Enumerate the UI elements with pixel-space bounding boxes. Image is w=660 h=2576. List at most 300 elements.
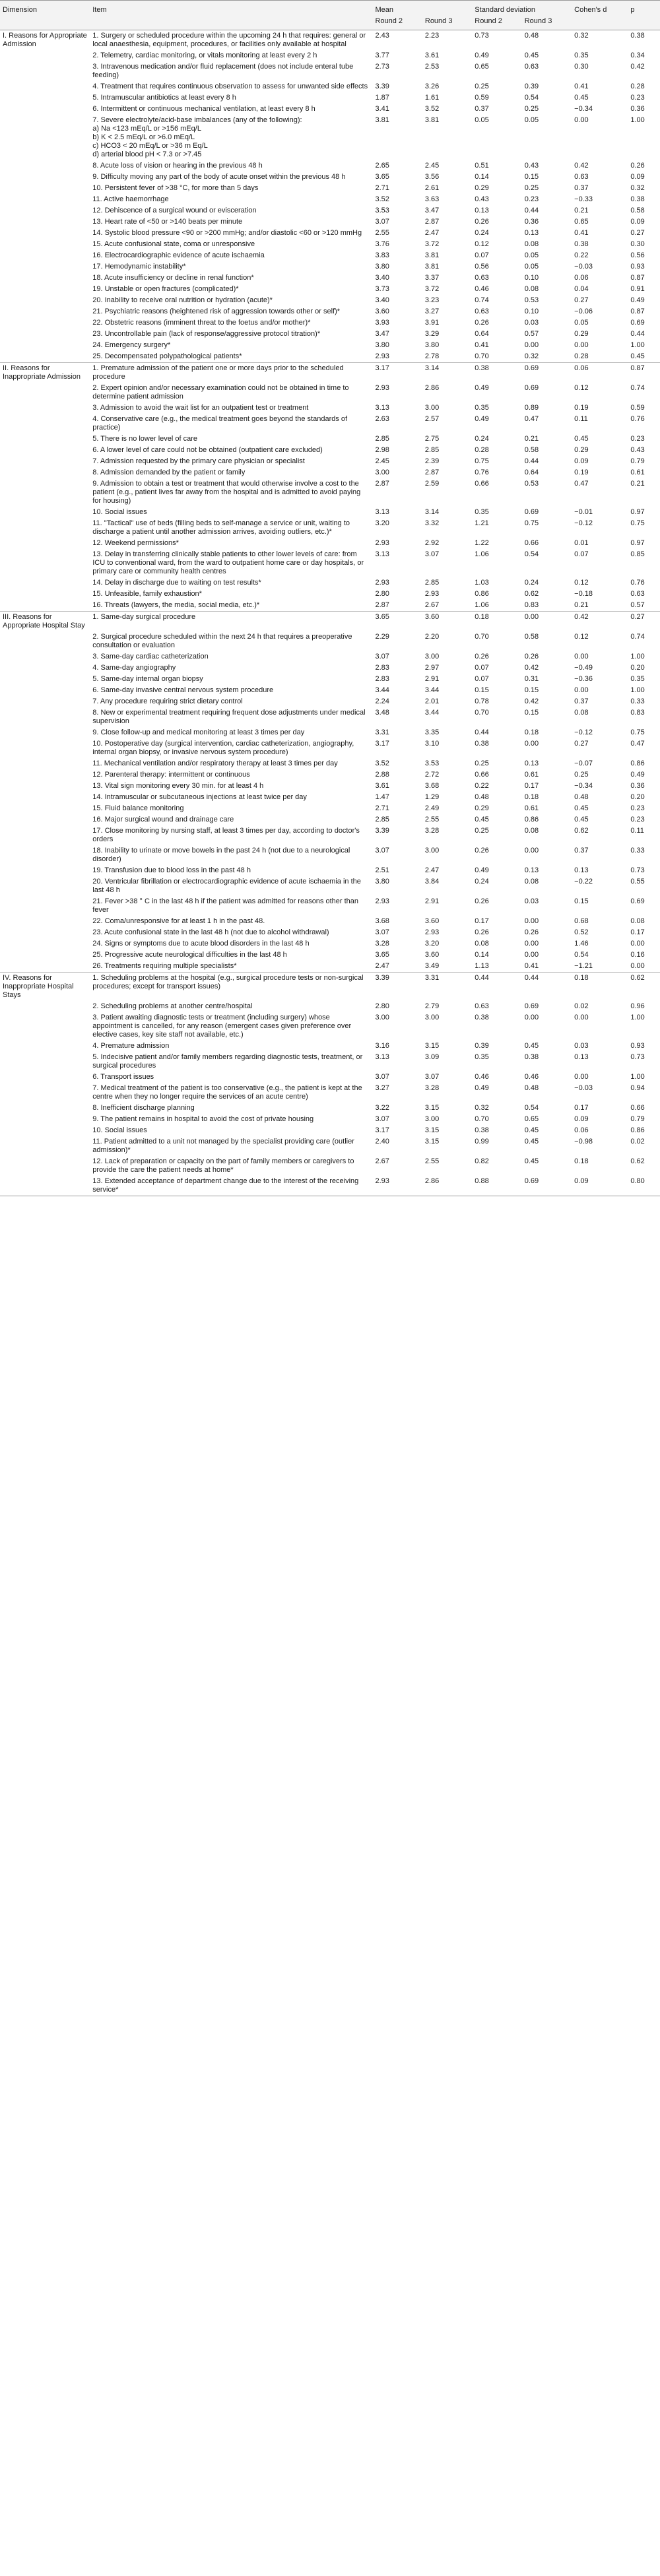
table-row [0,1012,660,1041]
dimension-cell [0,916,90,927]
p-value: 0.33 [630,847,645,854]
mean-round3: 2.97 [424,664,440,672]
table-row [0,631,660,651]
sd-round3: 0.54 [524,1104,539,1112]
item-text: 18. Inability to urinate or move bowels in the past 24 h (not due to a neurological disorder) [92,847,350,863]
mean-round3: 3.15 [424,1126,440,1134]
sd-round3: 0.25 [524,105,539,113]
cohens-d: 0.30 [574,63,589,71]
dimension-cell [0,414,90,434]
item-text: 21. Fever >38 ° C in the last 48 h if the patient was admitted for reasons other than fever [92,897,359,914]
mean-round3: 2.55 [424,1157,440,1165]
mean-round2: 3.27 [375,1084,389,1092]
item-text: 15. Acute confusional state, coma or unresponsive [92,240,255,248]
table-row [0,651,660,662]
sd-round3: 0.08 [524,878,539,886]
item-text: 2. Expert opinion and/or necessary examination could not be obtained in time to determine patient admission [92,384,349,401]
p-value: 0.23 [630,435,645,443]
mean-round3: 2.93 [424,590,440,598]
dimension-cell [0,758,90,769]
cohens-d: 0.42 [572,612,628,632]
item-text: 19. Unstable or open fractures (complicated)* [92,285,239,293]
item-text: 14. Intramuscular or subcutaneous injections at least twice per day [92,793,307,801]
sd-round2: 0.29 [475,804,489,812]
sd-round2: 0.70 [475,352,489,360]
sd-round3: 0.13 [524,229,539,237]
dimension-label: IV. Reasons for Inappropriate Hospital Stays [0,973,90,1002]
p-value: 0.96 [630,1002,645,1010]
table-row [0,973,660,1002]
dimension-cell [0,317,90,329]
p-value: 0.00 [630,962,645,970]
sd-round3: 0.00 [524,1014,539,1021]
dimension-cell [0,445,90,456]
mean-round3: 2.39 [424,457,440,465]
mean-round2: 2.29 [375,633,389,641]
mean-round3: 3.91 [424,319,440,327]
dimension-cell [0,467,90,478]
sd-round3: 0.45 [524,1138,539,1145]
dimension-cell [0,589,90,600]
p-value: 0.23 [630,816,645,823]
p-value: 0.59 [630,404,645,412]
sd-round3: 0.00 [524,847,539,854]
table-row [0,115,660,160]
sd-round3: 0.89 [524,404,539,412]
mean-round3: 3.44 [424,709,440,717]
cohens-d: 0.01 [574,539,589,547]
cohens-d: 0.00 [574,116,589,124]
cohens-d: 0.41 [574,82,589,90]
mean-round2: 2.88 [375,771,389,779]
dimension-cell [0,1083,90,1103]
sd-round2: 0.63 [475,307,489,315]
cohens-d: 0.12 [574,579,589,587]
mean-round2: 3.68 [375,917,389,925]
item-text: 14. Systolic blood pressure <90 or >200 mmHg; and/or diastolic <60 or >120 mmHg [92,229,362,237]
p-value: 0.91 [630,285,645,293]
sd-round2: 0.39 [475,1042,489,1050]
mean-round2: 3.00 [375,468,389,476]
p-value: 0.93 [630,1042,645,1050]
p-value: 0.55 [630,878,645,886]
dimension-cell [0,662,90,674]
sd-round3: 0.21 [524,435,539,443]
dimension-cell [0,92,90,104]
mean-round2: 2.93 [375,897,389,905]
table-row [0,1125,660,1136]
sd-round2: 0.49 [475,415,489,423]
sd-round2: 0.08 [475,940,489,948]
table-body [0,30,660,1196]
dimension-cell [0,961,90,973]
p-value: 0.76 [630,579,645,587]
sd-round2: 0.66 [475,480,489,488]
table-row [0,950,660,961]
mean-round3: 3.81 [424,251,440,259]
sd-round2: 0.73 [475,32,489,40]
mean-round2: 3.77 [375,51,389,59]
dimension-cell [0,1041,90,1052]
item-text: 8. Acute loss of vision or hearing in the previous 48 h [92,162,263,170]
item-text: 23. Acute confusional state in the last 48 h (not due to alcohol withdrawal) [92,928,329,936]
mean-round3: 3.52 [424,105,440,113]
mean-round2: 2.51 [375,866,389,874]
mean-round2: 2.55 [375,229,389,237]
sd-round3: 0.00 [524,740,539,748]
sd-round2: 0.07 [475,675,489,683]
mean-round3: 3.81 [424,116,440,124]
item-text: 6. Same-day invasive central nervous system procedure [92,686,274,694]
item-text: 14. Delay in discharge due to waiting on test results* [92,579,261,587]
dimension-cell [0,284,90,295]
sd-round2: 0.17 [475,917,489,925]
cohens-d: −0.34 [574,782,593,790]
item-text: 9. Close follow-up and medical monitoring at least 3 times per day [92,728,305,736]
mean-round3: 2.47 [424,866,440,874]
mean-round3: 2.72 [424,771,440,779]
table-row [0,329,660,340]
mean-round3: 3.10 [424,740,440,748]
cohens-d: 0.68 [574,917,589,925]
mean-round3: 2.78 [424,352,440,360]
sd-round3: 0.63 [524,63,539,71]
item-text: 13. Extended acceptance of department change due to the interest of the receiving service* [90,1176,372,1196]
item-text: 13. Heart rate of <50 or >140 beats per minute [92,218,243,226]
sd-round3: 0.57 [524,330,539,338]
mean-round3: 2.49 [424,804,440,812]
sd-round3: 0.69 [522,363,572,383]
header-p: p [628,1,660,16]
cohens-d: 0.29 [574,330,589,338]
sd-round2: 0.66 [475,771,489,779]
table-row [0,577,660,589]
cohens-d: 0.29 [574,446,589,454]
mean-round2: 3.65 [372,612,422,632]
dimension-label: I. Reasons for Appropriate Admission [3,32,87,48]
header-dimension: Dimension [0,1,90,16]
mean-round3: 3.53 [424,759,440,767]
sd-round3: 0.10 [524,274,539,282]
cohens-d: −0.06 [574,307,593,315]
cohens-d: 0.04 [574,285,589,293]
item-text: 16. Major surgical wound and drainage care [92,816,234,823]
mean-round3: 3.29 [424,330,440,338]
table-row [0,61,660,81]
mean-round3: 2.86 [422,1176,472,1196]
table-row [0,792,660,803]
sd-round2: 0.88 [472,1176,521,1196]
table-row [0,961,660,973]
sd-round3: 0.36 [524,218,539,226]
sd-round3: 0.25 [524,184,539,192]
header-mean-round2: Round 2 [372,16,422,30]
sd-round3: 0.61 [524,804,539,812]
mean-round2: 2.85 [375,435,389,443]
mean-round3: 2.91 [424,675,440,683]
mean-round3: 2.57 [424,415,440,423]
cohens-d: −0.49 [574,664,593,672]
sd-round3: 0.08 [524,827,539,835]
p-value: 0.30 [630,240,645,248]
p-value: 0.62 [630,1157,645,1165]
p-value: 0.27 [630,229,645,237]
sd-round2: 0.13 [475,207,489,214]
table-row [0,549,660,577]
p-value: 0.80 [628,1176,660,1196]
p-value: 0.79 [630,457,645,465]
mean-round2: 3.16 [375,1042,389,1050]
sd-round3: 0.58 [524,446,539,454]
sd-round2: 0.65 [475,63,489,71]
mean-round3: 3.07 [424,1073,440,1081]
item-text: 17. Hemodynamic instability* [92,263,186,271]
sd-round2: 0.70 [475,633,489,641]
sd-round3: 0.62 [524,590,539,598]
table-row [0,612,660,632]
dimension-cell [0,549,90,577]
mean-round2: 3.41 [375,105,389,113]
dimension-cell [0,738,90,758]
mean-round2: 2.24 [375,697,389,705]
mean-round2: 3.17 [372,363,422,383]
dimension-cell [0,674,90,685]
item-text: 20. Ventricular fibrillation or electrocardiographic evidence of acute ischaemia in the last 48 h [92,878,361,894]
p-value: 0.35 [630,675,645,683]
table-row [0,363,660,383]
mean-round3: 3.44 [424,686,440,694]
dimension-cell [0,577,90,589]
sd-round2: 0.38 [472,363,521,383]
item-text: 8. Admission demanded by the patient or family [92,468,246,476]
table-row [0,589,660,600]
dimension-cell [0,1001,90,1012]
mean-round2: 3.93 [375,319,389,327]
item-text: 4. Premature admission [92,1042,170,1050]
mean-round3: 3.32 [424,519,440,527]
dimension-cell [0,1012,90,1041]
sd-round2: 0.49 [475,384,489,392]
sd-round2: 0.24 [475,229,489,237]
mean-round3: 2.59 [424,480,440,488]
sd-round2: 1.22 [475,539,489,547]
dimension-cell [0,81,90,92]
cohens-d: 0.00 [574,1073,589,1081]
item-text: 16. Electrocardiographic evidence of acute ischaemia [92,251,265,259]
mean-round3: 2.67 [424,601,440,609]
p-value: 1.00 [630,1014,645,1021]
sd-round2: 1.13 [475,962,489,970]
dimension-cell [0,814,90,825]
p-value: 0.76 [630,415,645,423]
dimension-cell [0,50,90,61]
table-row [0,467,660,478]
dimension-cell [0,1156,90,1176]
sd-round2: 0.26 [475,847,489,854]
p-value: 0.86 [630,759,645,767]
p-value: 0.63 [630,590,645,598]
dimension-cell [0,518,90,538]
dimension-cell [0,781,90,792]
item-text: 5. There is no lower level of care [92,435,198,443]
item-text: 11. Active haemorrhage [92,195,169,203]
table-row [0,160,660,172]
mean-round2: 2.87 [375,480,389,488]
dimension-cell [0,115,90,160]
mean-round3: 3.60 [424,951,440,959]
dimension-cell [0,538,90,549]
sd-round2: 0.15 [475,686,489,694]
header-sd-round2: Round 2 [472,16,521,30]
cohens-d: 1.46 [574,940,589,948]
sd-round3: 0.38 [524,1053,539,1061]
dimension-cell [0,478,90,507]
item-text: 13. Vital sign monitoring every 30 min. for at least 4 h [92,782,264,790]
sd-round2: 1.06 [475,550,489,558]
cohens-d: 0.41 [574,229,589,237]
dimension-cell [0,1103,90,1114]
cohens-d: 0.00 [574,1014,589,1021]
mean-round2: 2.73 [375,63,389,71]
item-text: 24. Signs or symptoms due to acute blood disorders in the last 48 h [92,940,310,948]
mean-round2: 2.93 [375,539,389,547]
item-text: 11. Patient admitted to a unit not managed by the specialist providing care (outlier admission)* [92,1138,354,1154]
table-row [0,916,660,927]
table-row [0,261,660,273]
table-row [0,781,660,792]
cohens-d: 0.06 [574,1126,589,1134]
dimension-cell [0,306,90,317]
item-text: 5. Intramuscular antibiotics at least every 8 h [92,94,236,102]
sd-round2: 1.21 [475,519,489,527]
cohens-d: 0.05 [574,319,589,327]
item-text: 1. Surgery or scheduled procedure within the upcoming 24 h that requires: general or local anaesthesia, equipment, procedures, or facilities only available at hospital [92,32,366,48]
item-text: 5. Indecisive patient and/or family members regarding diagnostic tests, treatment, or surgical procedures [92,1053,363,1070]
sd-round3: 0.03 [524,319,539,327]
sd-round2: 0.14 [475,951,489,959]
sd-round3: 0.03 [524,897,539,905]
mean-round3: 2.01 [424,697,440,705]
mean-round3: 2.75 [424,435,440,443]
p-value: 0.20 [630,793,645,801]
sd-round3: 0.44 [524,207,539,214]
mean-round3: 1.29 [424,793,440,801]
sd-round2: 0.38 [475,1126,489,1134]
table-row [0,228,660,239]
dimension-cell [0,1125,90,1136]
table-row [0,938,660,950]
header-mean-round3: Round 3 [422,16,472,30]
mean-round3: 3.15 [424,1138,440,1145]
mean-round2: 3.52 [375,759,389,767]
item-text: 12. Lack of preparation or capacity on the part of family members or caregivers to provide the care the patient needs at home* [92,1157,354,1174]
mean-round2: 3.60 [375,307,389,315]
item-text: 10. Persistent fever of >38 °C, for more than 5 days [92,184,259,192]
sd-round2: 0.49 [475,866,489,874]
sd-round3: 0.58 [524,633,539,641]
cohens-d: 0.19 [574,468,589,476]
table-row [0,478,660,507]
mean-round3: 3.60 [424,917,440,925]
mean-round2: 3.80 [375,341,389,349]
table-row [0,727,660,738]
mean-round2: 3.65 [375,951,389,959]
sd-round3: 0.53 [524,480,539,488]
dimension-cell [0,194,90,205]
sd-round2: 0.48 [475,793,489,801]
table-row [0,456,660,467]
dimension-cell [0,896,90,916]
cohens-d: 0.25 [574,771,589,779]
dimension-cell [0,507,90,518]
table-row [0,1001,660,1012]
p-value: 0.49 [630,296,645,304]
dimension-cell [0,261,90,273]
sd-round2: 0.35 [475,508,489,516]
item-text: 2. Scheduling problems at another centre/hospital [92,1002,253,1010]
sd-round3: 0.39 [524,82,539,90]
p-value: 0.69 [630,897,645,905]
table-row [0,445,660,456]
sd-round3: 0.08 [524,285,539,293]
table-row [0,1136,660,1156]
p-value: 0.69 [630,319,645,327]
mean-round2: 3.83 [375,251,389,259]
cohens-d: 0.22 [574,251,589,259]
sd-round2: 0.25 [475,759,489,767]
item-text: 7. Any procedure requiring strict dietary control [92,697,243,705]
table-row [0,896,660,916]
sd-round2: 0.18 [472,612,521,632]
cohens-d: −0.98 [574,1138,593,1145]
mean-round3: 3.81 [424,263,440,271]
mean-round3: 3.07 [424,550,440,558]
cohens-d: −1.21 [574,962,593,970]
cohens-d: 0.08 [574,709,589,717]
table-row [0,216,660,228]
item-text: 12. Weekend permissions* [92,539,179,547]
mean-round3: 2.86 [424,384,440,392]
mean-round3: 2.87 [424,468,440,476]
mean-round3: 3.00 [424,1014,440,1021]
sd-round3: 0.69 [524,508,539,516]
dimension-cell [0,239,90,250]
mean-round2: 3.17 [375,1126,389,1134]
mean-round2: 3.61 [375,782,389,790]
mean-round3: 3.68 [424,782,440,790]
cohens-d: −0.01 [574,508,593,516]
table-row [0,674,660,685]
sd-round2: 0.29 [475,184,489,192]
p-value: 0.26 [630,162,645,170]
sd-round3: 0.08 [524,240,539,248]
item-text: 15. Unfeasible, family exhaustion* [92,590,202,598]
item-text: 16. Threats (lawyers, the media, social media, etc.)* [92,601,260,609]
sd-round3: 0.05 [524,263,539,271]
cohens-d: 0.11 [574,415,588,423]
dimension-cell [0,160,90,172]
p-value: 0.47 [630,740,645,748]
item-text: 10. Postoperative day (surgical intervention, cardiac catheterization, angiography, internal organ biopsy, or invasive nervous system procedure) [92,740,354,756]
sd-round2: 0.12 [475,240,489,248]
dimension-cell [0,1052,90,1072]
mean-round3: 2.91 [424,897,440,905]
table-row [0,194,660,205]
sd-round3: 0.44 [524,457,539,465]
header-item: Item [90,1,372,16]
mean-round2: 2.87 [375,601,389,609]
mean-round3: 3.00 [424,847,440,854]
